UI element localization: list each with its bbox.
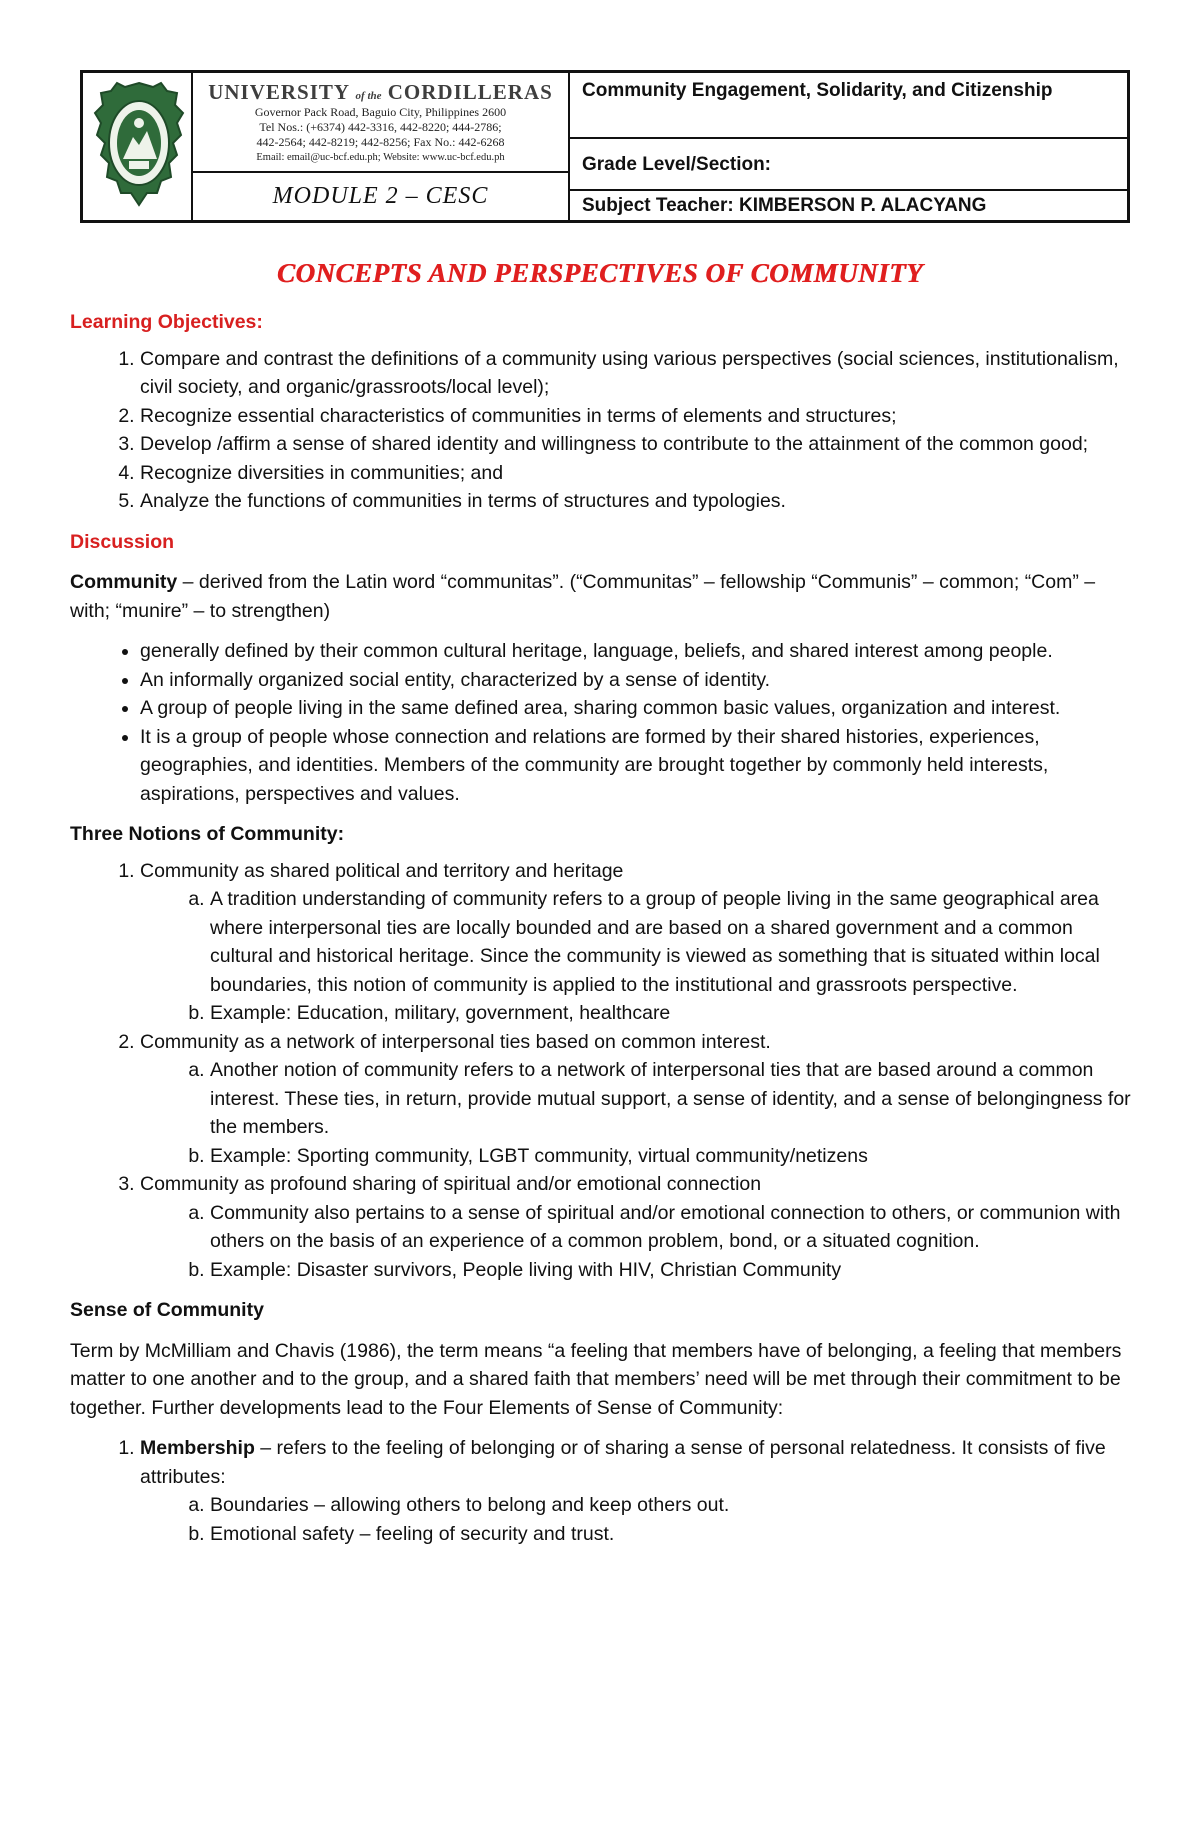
notion-sublist <box>140 885 1140 1028</box>
list-item <box>140 1028 1140 1171</box>
list-item: b. Example: Sporting community, LGBT community, virtual community/netizens <box>210 1142 1140 1171</box>
list-item: b. Emotional safety – feeling of security and trust. <box>210 1520 1140 1549</box>
list-item: b. Example: Education, military, government, healthcare <box>210 999 1140 1028</box>
membership-sublist <box>140 1491 1140 1548</box>
university-seal-logo <box>93 81 185 211</box>
course-title: Community Engagement, Solidarity, and Citizenship <box>582 80 1053 101</box>
list-item: • An informally organized social entity, characterized by a sense of identity. <box>140 666 1140 695</box>
university-address: Governor Pack Road, Baguio City, Philippines 2600 <box>254 105 507 119</box>
three-notions-heading: Three Notions of Community: <box>70 823 345 845</box>
list-item: a. Another notion of community refers to a network of interpersonal ties that are based around a common interest. These ties, in return, provide mutual support, a sense of identity, and a sense of belongingness for the members. <box>210 1056 1140 1142</box>
email-line: Email: email@uc-bcf.edu.ph; Website: www.uc-bcf.edu.ph <box>256 152 505 163</box>
list-item: a. A tradition understanding of community refers to a group of people living in the same geographical area where interpersonal ties are locally bounded and are based on a shared government and a common cultural and historical heritage. Since the community is viewed as something that is situated within local boundaries, this notion of community is applied to the institutional and grassroots perspective. <box>210 885 1140 999</box>
telephone-line-2: 442-2564; 442-8219; 442-8256; Fax No.: 442-6268 <box>256 135 505 149</box>
community-definition <box>70 568 1140 625</box>
sense-of-community-paragraph: Term by McMilliam and Chavis (1986), the term means “a feeling that members have of belonging, a feeling that members matter to one another and to the group, and a shared faith that members’ need will be met through their commitment to be together. Further developments lead to the Four Elements of Sense of Community: <box>70 1339 1122 1419</box>
list-item: • generally defined by their common cultural heritage, language, beliefs, and shared interest among people. <box>140 637 1140 666</box>
notion-title: Community as shared political and territory and heritage <box>140 859 624 882</box>
notion-title: Community as a network of interpersonal ties based on common interest. <box>140 1030 771 1053</box>
university-name: UNIVERSITY of the CORDILLERAS <box>208 80 553 104</box>
notions-list <box>70 857 1140 1285</box>
list-item: • It is a group of people whose connection and relations are formed by their shared histories, experiences, geographies, and identities. Members of the community are brought together by commonly held interests, aspirations, perspectives and values. <box>140 723 1140 809</box>
learning-objectives-heading: Learning Objectives: <box>70 311 263 333</box>
elements-list <box>70 1434 1140 1548</box>
community-bullets <box>70 637 1140 808</box>
list-item: • A group of people living in the same defined area, sharing common basic values, organization and interest. <box>140 694 1140 723</box>
list-item <box>140 1434 1140 1548</box>
grade-level-cell <box>570 139 1127 191</box>
list-item: a. Boundaries – allowing others to belong and keep others out. <box>210 1491 1140 1520</box>
list-item: 2. Recognize essential characteristics of communities in terms of elements and structures; <box>140 402 1140 431</box>
list-item: 4. Recognize diversities in communities; and <box>140 459 1140 488</box>
telephone-line-1: Tel Nos.: (+6374) 442-3316, 442-8220; 444-2786; <box>259 120 502 134</box>
notion-sublist <box>140 1199 1140 1285</box>
list-item <box>140 857 1140 1028</box>
membership-term: Membership <box>140 1437 255 1459</box>
subject-teacher: Subject Teacher: KIMBERSON P. ALACYANG <box>582 195 987 216</box>
module-content <box>70 308 1140 1548</box>
objectives-list <box>70 345 1140 516</box>
community-definition-text: – derived from the Latin word “communitas”. (“Communitas” – fellowship “Communis” – common; “Com” – with; “munire” – to strengthen) <box>70 571 1096 622</box>
list-item: a. Community also pertains to a sense of spiritual and/or emotional connection to others, or communion with others on the basis of an experience of a common problem, bond, or a situated cognition. <box>210 1199 1140 1256</box>
module-label: MODULE 2 – CESC <box>272 183 489 209</box>
list-item: 5. Analyze the functions of communities in terms of structures and typologies. <box>140 487 1140 516</box>
course-cell <box>570 73 1127 139</box>
membership-definition: – refers to the feeling of belonging or of sharing a sense of personal relatedness. It consists of five attributes: <box>140 1437 1106 1488</box>
list-item <box>140 1170 1140 1284</box>
grade-level-label: Grade Level/Section: <box>582 154 772 175</box>
page-title: CONCEPTS AND PERSPECTIVES OF COMMUNITY <box>276 258 924 288</box>
university-info-cell <box>193 73 570 173</box>
module-cell <box>193 173 570 220</box>
teacher-cell <box>570 191 1127 220</box>
discussion-heading: Discussion <box>70 530 175 553</box>
community-term: Community <box>70 571 178 593</box>
list-item: 1. Compare and contrast the definitions of a community using various perspectives (social sciences, institutionalism, civil society, and organic/grassroots/local level); <box>140 345 1140 402</box>
list-item: 3. Develop /affirm a sense of shared identity and willingness to contribute to the attainment of the common good; <box>140 430 1140 459</box>
module-header-table <box>80 70 1130 223</box>
list-item: b. Example: Disaster survivors, People living with HIV, Christian Community <box>210 1256 1140 1285</box>
sense-of-community-heading: Sense of Community <box>70 1299 264 1321</box>
notion-sublist <box>140 1056 1140 1170</box>
notion-title: Community as profound sharing of spiritual and/or emotional connection <box>140 1173 762 1195</box>
logo-cell <box>83 73 193 220</box>
